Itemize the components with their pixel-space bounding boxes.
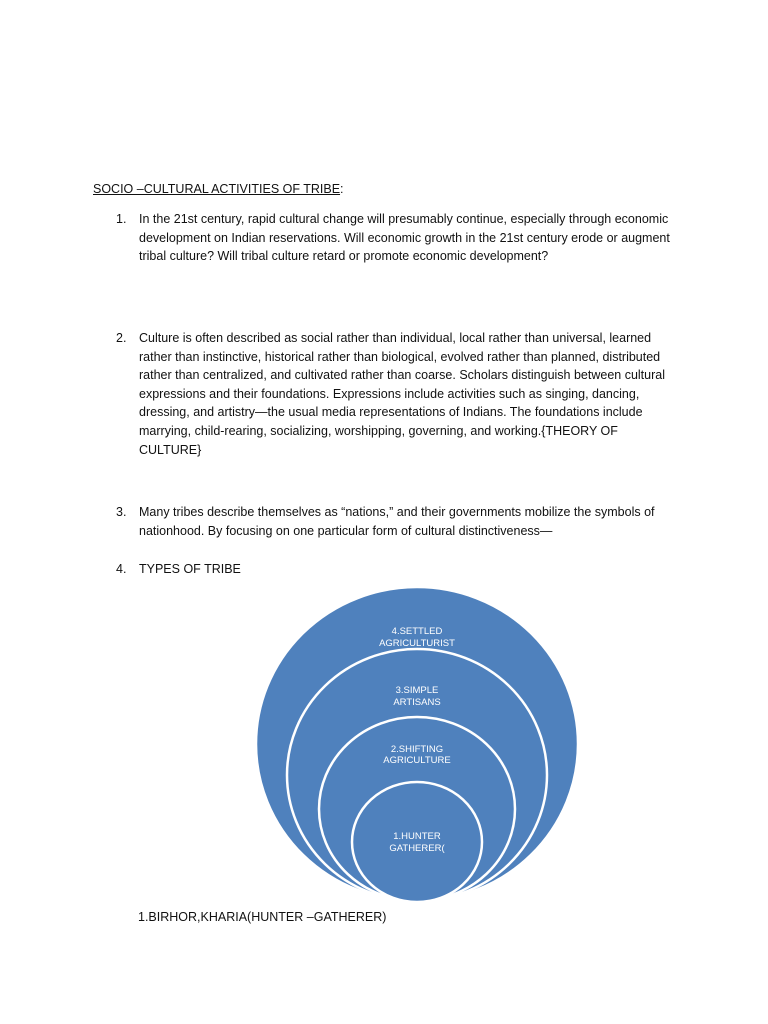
ring-inner — [352, 782, 482, 902]
ring-label-settled: 4.SETTLED — [391, 626, 443, 637]
ring-label-artisans: ARTISANS — [393, 697, 441, 708]
list-item-number: 1. — [116, 212, 127, 226]
nested-circles-diagram — [254, 586, 582, 906]
diagram-caption: 1.BIRHOR,KHARIA(HUNTER –GATHERER) — [138, 910, 387, 924]
list-item — [116, 503, 676, 540]
ring-label-simple: 3.SIMPLE — [395, 685, 439, 696]
list-item — [116, 329, 676, 459]
list-item-number: 4. — [116, 562, 127, 576]
section-heading-title: SOCIO –CULTURAL ACTIVITIES OF TRIBE — [93, 182, 341, 196]
list-item-number: 2. — [116, 331, 127, 345]
section-heading — [93, 180, 344, 198]
list-item-text: Culture is often described as social rather than individual, local rather than universal, learned rather than instinctive, historical rather than biological, evolved rather than planned, distributed rather than centralized, and cultivated rather than coarse. Scholars distinguish between cultural expressions and their foundations. Expressions include activities such as singing, dancing, dressing, and artistry—the usual media representations of Indians. The foundations include marrying, child-rearing, socializing, worshipping, governing, and working.{THEORY OF CULTURE} — [139, 331, 665, 457]
section-heading-colon: : — [340, 182, 344, 196]
diagram-svg — [254, 586, 582, 906]
list-item-text: TYPES OF TRIBE — [139, 562, 241, 576]
ring-label-agriculture: AGRICULTURE — [383, 755, 451, 766]
ring-label-gatherer: GATHERER( — [389, 843, 445, 854]
list-item-text: Many tribes describe themselves as “nations,” and their governments mobilize the symbols of nationhood. By focusing on one particular form of cultural distinctiveness— — [139, 505, 655, 538]
list-item — [116, 210, 676, 266]
list-item-number: 3. — [116, 505, 127, 519]
list-item-text: In the 21st century, rapid cultural change will presumably continue, especially through economic development on Indian reservations. Will economic growth in the 21st century erode or augment tribal culture? Will tribal culture retard or promote economic development? — [139, 212, 670, 264]
ring-label-agriculturist: AGRICULTURIST — [379, 638, 455, 649]
list-item — [116, 560, 676, 579]
ring-label-hunter: 1.HUNTER — [393, 831, 441, 842]
ring-label-shifting: 2.SHIFTING — [390, 744, 444, 755]
